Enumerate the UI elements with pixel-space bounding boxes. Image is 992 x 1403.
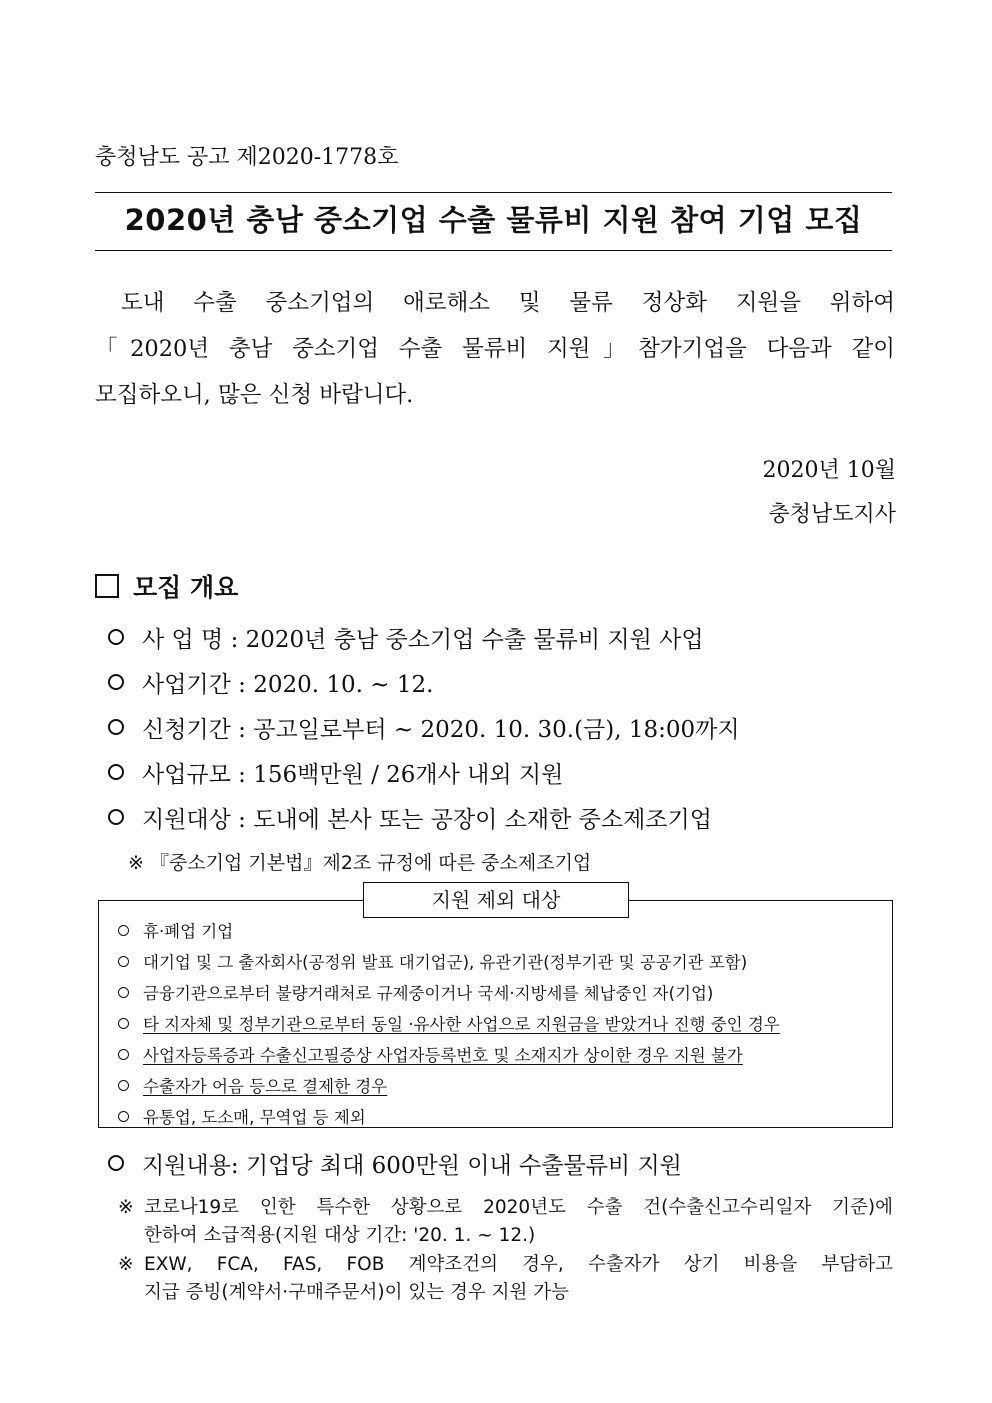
- support-note: [118, 1250, 893, 1276]
- overview-item: [108, 621, 704, 654]
- overview-item: [108, 666, 433, 699]
- title-bottom-rule: [95, 250, 892, 251]
- circle-bullet-icon: [118, 1080, 129, 1091]
- support-item: [108, 1147, 682, 1180]
- section-heading-label: 모집 개요: [133, 573, 239, 602]
- legal-reference: ※ 『중소기업 기본법』제2조 규정에 따른 중소제조기업: [128, 852, 592, 874]
- overview-item-text: 사업규모 : 156백만원 / 26개사 내외 지원: [142, 762, 564, 788]
- exclusion-item-text: 금융기관으로부터 불량거래처로 규제중이거나 국세·지방세를 체납중인 자(기업): [143, 984, 714, 1003]
- exclusion-item-text: 휴·폐업 기업: [143, 922, 234, 941]
- exclusion-item: [118, 949, 747, 973]
- circle-bullet-icon: [108, 719, 124, 735]
- circle-bullet-icon: [108, 629, 124, 645]
- support-note-text: 코로나19로 인한 특수한 상황으로 2020년도 수출 건(수출신고수리일자 기준)에: [144, 1197, 893, 1218]
- support-note-text: EXW, FCA, FAS, FOB 계약조건의 경우, 수출자가 상기 비용을 부담하고: [144, 1254, 893, 1275]
- document-title: 2020년 충남 중소기업 수출 물류비 지원 참여 기업 모집: [124, 203, 863, 237]
- exclusion-item-text: 대기업 및 그 출자회사(공정위 발표 대기업군), 유관기관(정부기관 및 공공기관 포함): [143, 953, 748, 972]
- circle-bullet-icon: [118, 956, 129, 967]
- support-note-continued: 지급 증빙(계약서·구매주문서)이 있는 경우 지원 가능: [144, 1282, 570, 1303]
- checkbox-square-icon: [95, 574, 119, 598]
- exclusion-item: [118, 1104, 366, 1128]
- overview-item: [108, 711, 740, 744]
- note-mark: ※: [118, 1254, 134, 1275]
- section-heading: [95, 568, 238, 604]
- circle-bullet-icon: [108, 674, 124, 690]
- exclusion-item-text: 수출자가 어음 등으로 결제한 경우: [143, 1077, 388, 1096]
- overview-item: [108, 756, 563, 789]
- exclusion-item-text: 유통업, 도소매, 무역업 등 제외: [143, 1108, 366, 1127]
- circle-bullet-icon: [118, 1018, 129, 1029]
- issuer: 충청남도지사: [768, 502, 896, 527]
- exclusion-item-text: 타 지자체 및 정부기관으로부터 동일 ·유사한 사업으로 지원금을 받았거나 진행 중인 경우: [143, 1015, 780, 1034]
- circle-bullet-icon: [118, 987, 129, 998]
- title-top-rule: [95, 192, 892, 193]
- circle-bullet-icon: [108, 809, 124, 825]
- support-note-continued: 한하여 소급적용(지원 대상 기간: '20. 1. ~ 12.): [144, 1225, 536, 1246]
- intro-line: 「2020년 충남 중소기업 수출 물류비 지원」참가기업을 다음과 같이: [95, 336, 895, 362]
- overview-item-text: 지원대상 : 도내에 본사 또는 공장이 소재한 중소제조기업: [142, 807, 712, 833]
- intro-line: 도내 수출 중소기업의 애로해소 및 물류 정상화 지원을 위하여: [121, 290, 895, 316]
- issue-date: 2020년 10월: [762, 458, 896, 483]
- intro-line: 모집하오니, 많은 신청 바랍니다.: [95, 382, 414, 408]
- support-note: [118, 1193, 893, 1219]
- exclusion-item: [118, 980, 713, 1004]
- circle-bullet-icon: [108, 1155, 124, 1171]
- circle-bullet-icon: [118, 925, 129, 936]
- circle-bullet-icon: [108, 764, 124, 780]
- overview-item: [108, 801, 712, 834]
- exclusion-item: [118, 1073, 387, 1097]
- circle-bullet-icon: [118, 1049, 129, 1060]
- overview-item-text: 사업기간 : 2020. 10. ~ 12.: [142, 672, 434, 698]
- note-mark: ※: [118, 1197, 134, 1218]
- exclusion-item: [118, 1042, 743, 1066]
- overview-item-text: 사 업 명 : 2020년 충남 중소기업 수출 물류비 지원 사업: [142, 627, 704, 653]
- exclusion-item: [118, 1011, 780, 1035]
- exclusions-title: 지원 제외 대상: [363, 882, 629, 918]
- notice-number: 충청남도 공고 제2020-1778호: [95, 145, 399, 170]
- exclusion-item-text: 사업자등록증과 수출신고필증상 사업자등록번호 및 소재지가 상이한 경우 지원 불가: [143, 1046, 743, 1065]
- circle-bullet-icon: [118, 1111, 129, 1122]
- support-item-text: 지원내용: 기업당 최대 600만원 이내 수출물류비 지원: [142, 1153, 682, 1179]
- overview-item-text: 신청기간 : 공고일로부터 ~ 2020. 10. 30.(금), 18:00까지: [142, 717, 740, 743]
- exclusion-item: [118, 918, 233, 942]
